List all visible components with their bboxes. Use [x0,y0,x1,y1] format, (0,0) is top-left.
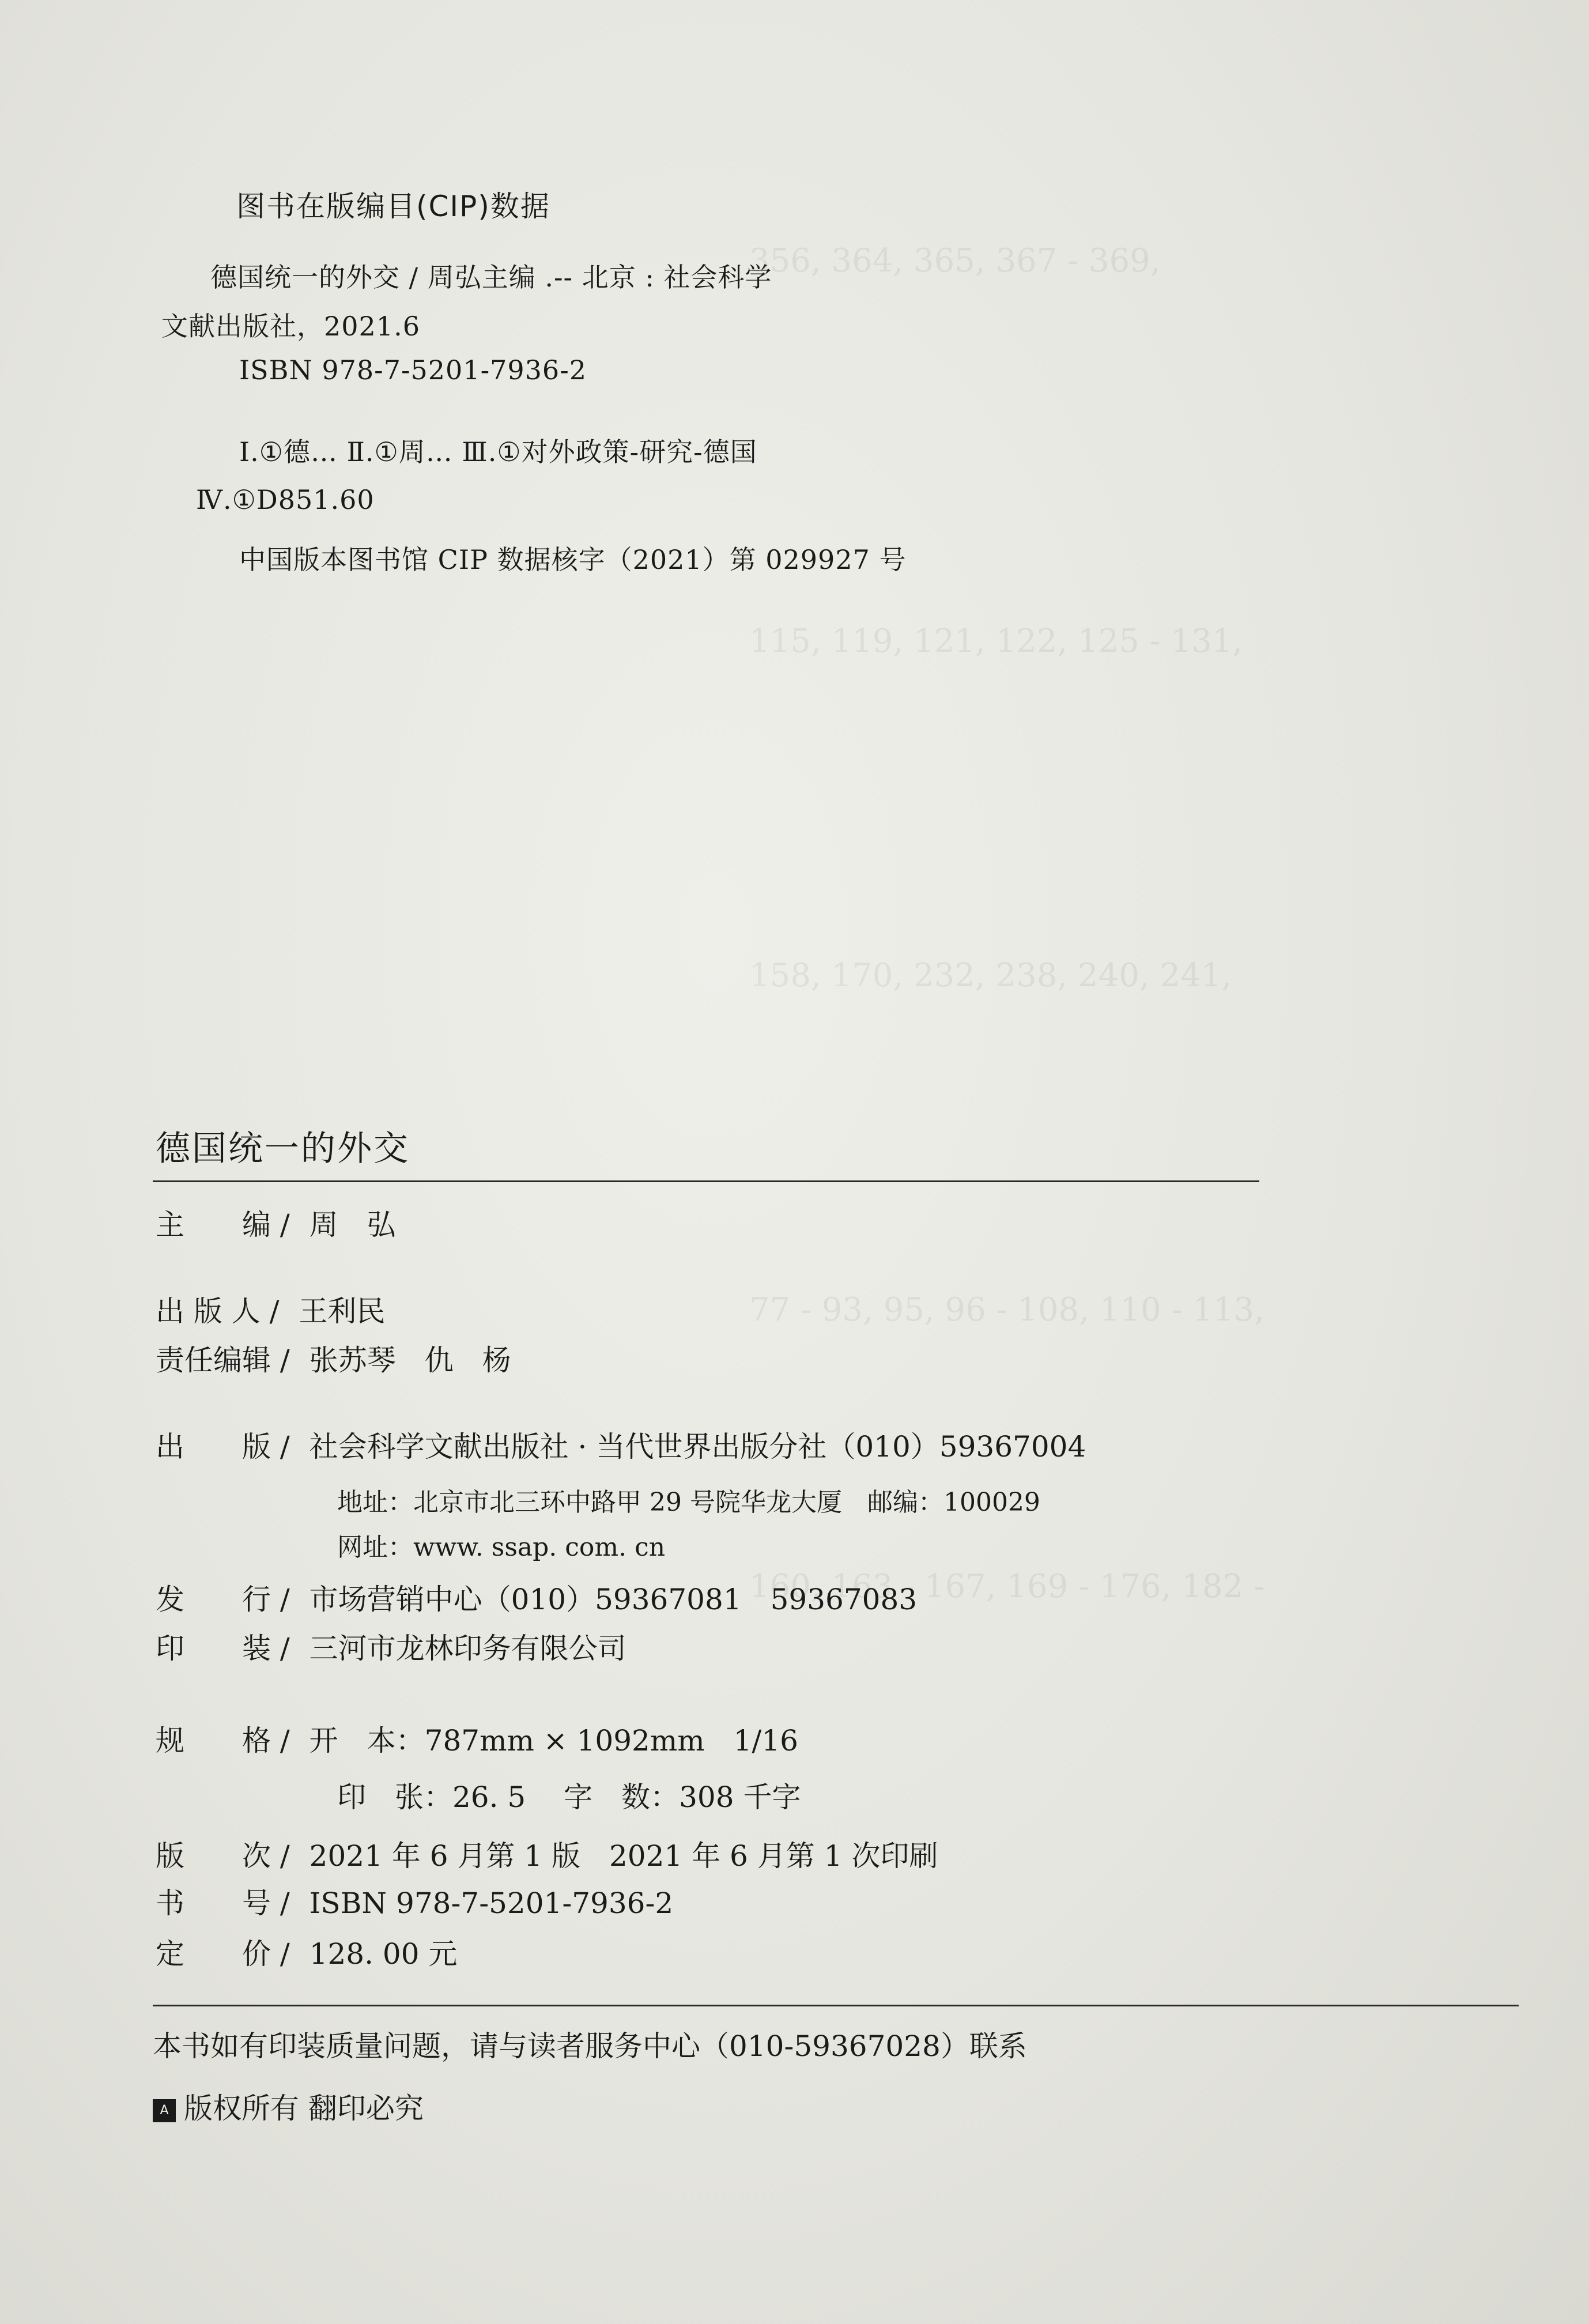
row-label: 规 格 / [156,1724,290,1757]
row-label: 出 版 人 / [156,1295,280,1328]
footer-rule [153,2005,1519,2006]
row-label: 主 编 / [156,1208,290,1242]
info-row-publisher [156,1424,1086,1465]
info-row-editor [156,1202,396,1243]
show-through-text: 160, 163 - 167, 169 - 176, 182 - [749,1568,1265,1605]
row-label: 责任编辑 / [156,1344,290,1377]
cip-verification: 中国版本图书馆 CIP 数据核字（2021）第 029927 号 [239,544,907,575]
row-value: 社会科学文献出版社 · 当代世界出版分社（010）59367004 [309,1430,1086,1463]
info-row-printer [156,1625,626,1667]
row-label: 定 价 / [156,1937,290,1971]
info-row-responsible-editor [156,1337,511,1379]
show-through-text: 356, 364, 365, 367 - 369, [749,242,1161,280]
row-value: 市场营销中心（010）59367081 59367083 [309,1583,918,1616]
row-value: 2021 年 6 月第 1 版 2021 年 6 月第 1 次印刷 [309,1839,938,1873]
copyright-text: 版权所有 翻印必究 [184,2092,424,2125]
title-rule [153,1180,1259,1182]
cip-classification: Ⅳ.①D851.60 [196,484,375,515]
row-label: 印 装 / [156,1632,290,1665]
show-through-text: 158, 170, 232, 238, 240, 241, [749,957,1232,994]
cip-subjects: Ⅰ.①德… Ⅱ.①周… Ⅲ.①对外政策-研究-德国 [239,436,757,467]
info-row-price [156,1931,457,1972]
row-value: 王利民 [299,1295,386,1328]
cip-line-2: 文献出版社，2021.6 [161,311,420,342]
row-label: 版 次 / [156,1839,290,1873]
info-address: 地址：北京市北三环中路甲 29 号院华龙大厦 邮编：100029 [337,1488,1040,1517]
row-label: 书 号 / [156,1887,290,1920]
row-value: 开 本：787mm × 1092mm 1/16 [309,1724,798,1757]
quality-notice: 本书如有印装质量问题，请与读者服务中心（010-59367028）联系 [153,2029,1027,2063]
cip-title: 图书在版编目(CIP)数据 [236,190,550,223]
show-through-text: 115, 119, 121, 122, 125 - 131, [749,622,1243,660]
publisher-seal-icon: A [153,2099,176,2122]
cip-isbn: ISBN 978-7-5201-7936-2 [239,354,587,386]
info-row-isbn [156,1880,673,1922]
info-row-publisher-person [156,1288,385,1330]
row-label: 发 行 / [156,1583,290,1616]
info-sheets-wordcount: 印 张：26. 5 字 数：308 千字 [337,1780,801,1814]
show-through-text: 77 - 93, 95, 96 - 108, 110 - 113, [749,1291,1265,1329]
row-label: 出 版 / [156,1430,290,1463]
info-website: 网址：www. ssap. com. cn [337,1533,666,1562]
cip-line-1: 德国统一的外交 / 周弘主编 .-- 北京 : 社会科学 [210,262,772,293]
info-row-edition [156,1833,938,1874]
row-value: ISBN 978-7-5201-7936-2 [309,1887,674,1920]
info-row-format [156,1718,798,1759]
info-row-distribution [156,1576,917,1618]
row-value: 128. 00 元 [309,1937,458,1971]
book-title: 德国统一的外交 [156,1129,410,1169]
row-value: 张苏琴 仇 杨 [309,1344,511,1377]
row-value: 三河市龙林印务有限公司 [309,1632,626,1665]
row-value: 周 弘 [309,1208,396,1242]
copyright-line [153,2085,424,2127]
